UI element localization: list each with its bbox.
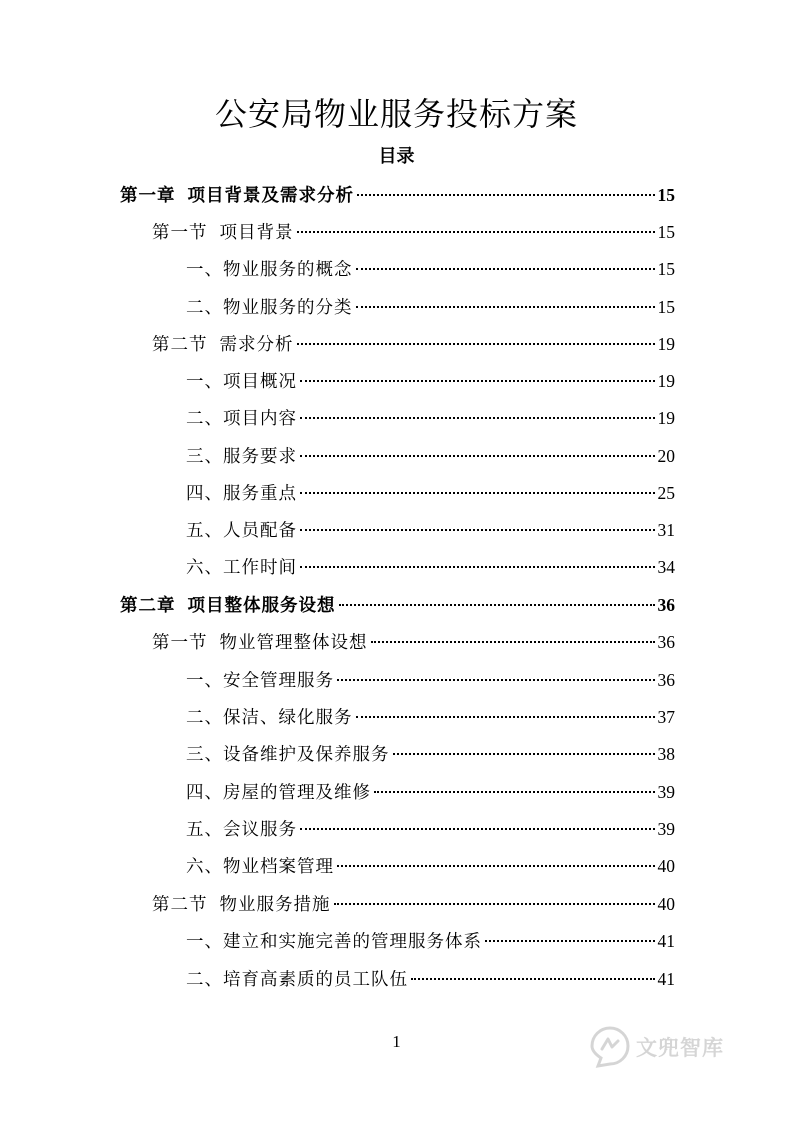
toc-entry-number: 六、 bbox=[186, 857, 223, 877]
toc-dot-leader bbox=[300, 417, 655, 419]
toc-entry[interactable] bbox=[186, 926, 675, 956]
toc-entry-label: 项目背景及需求分析 bbox=[187, 186, 354, 206]
toc-dot-leader bbox=[485, 940, 655, 942]
toc-entry-page: 36 bbox=[657, 670, 675, 690]
toc-entry-page: 31 bbox=[657, 520, 675, 540]
toc-entry-label: 物业服务的分类 bbox=[223, 298, 353, 318]
toc-entry[interactable] bbox=[186, 739, 675, 769]
toc-entry-page: 40 bbox=[657, 856, 675, 876]
toc-entry-page: 40 bbox=[657, 894, 675, 914]
toc-dot-leader bbox=[357, 194, 655, 196]
toc-entry-number: 二、 bbox=[186, 970, 223, 990]
toc-entry-number: 四、 bbox=[186, 783, 223, 803]
toc-dot-leader bbox=[356, 716, 655, 718]
toc-entry-label: 服务要求 bbox=[223, 447, 297, 467]
toc-entry[interactable] bbox=[152, 889, 675, 919]
toc-entry-number: 第二节 bbox=[152, 895, 208, 915]
toc-entry-number: 第一节 bbox=[152, 223, 208, 243]
toc-entry-label: 安全管理服务 bbox=[223, 671, 334, 691]
toc-dot-leader bbox=[300, 566, 655, 568]
toc-dot-leader bbox=[339, 604, 655, 606]
toc-entry-number: 二、 bbox=[186, 708, 223, 728]
toc-entry-page: 39 bbox=[657, 819, 675, 839]
toc-entry-label: 项目背景 bbox=[219, 223, 294, 243]
toc-entry-page: 41 bbox=[657, 931, 675, 951]
toc-entry-page: 36 bbox=[657, 632, 675, 652]
toc-dot-leader bbox=[300, 380, 655, 382]
toc-entry-label: 物业管理整体设想 bbox=[219, 633, 368, 653]
watermark bbox=[588, 1022, 758, 1072]
toc-dot-leader bbox=[411, 978, 655, 980]
toc-entry[interactable] bbox=[186, 814, 675, 844]
toc-entry-page: 15 bbox=[657, 297, 675, 317]
toc-entry-label: 项目概况 bbox=[223, 372, 297, 392]
toc-entry-label: 项目内容 bbox=[223, 409, 297, 429]
toc-entry[interactable] bbox=[186, 441, 675, 471]
toc-entry-page: 37 bbox=[657, 707, 675, 727]
document-title: 公安局物业服务投标方案 bbox=[214, 95, 578, 133]
toc-entry-page: 39 bbox=[657, 782, 675, 802]
toc-entry-label: 需求分析 bbox=[219, 335, 294, 355]
toc-dot-leader bbox=[297, 231, 655, 233]
toc-dot-leader bbox=[297, 343, 655, 345]
toc-entry-number: 二、 bbox=[186, 409, 223, 429]
toc-entry-page: 19 bbox=[657, 334, 675, 354]
toc-entry-label: 物业服务措施 bbox=[219, 895, 331, 915]
toc-entry-label: 建立和实施完善的管理服务体系 bbox=[223, 932, 482, 952]
toc-entry[interactable] bbox=[152, 217, 675, 247]
toc-entry-number: 三、 bbox=[186, 447, 223, 467]
toc-entry-number: 第一章 bbox=[120, 186, 176, 206]
toc-entry-number: 第二节 bbox=[152, 335, 208, 355]
toc-entry[interactable] bbox=[120, 180, 675, 210]
toc-dot-leader bbox=[300, 828, 655, 830]
toc-entry-label: 人员配备 bbox=[223, 521, 297, 541]
toc-dot-leader bbox=[374, 791, 655, 793]
toc-dot-leader bbox=[300, 492, 655, 494]
toc-entry-label: 服务重点 bbox=[223, 484, 297, 504]
toc-entry-page: 41 bbox=[657, 969, 675, 989]
toc-dot-leader bbox=[337, 679, 655, 681]
toc-entry-number: 四、 bbox=[186, 484, 223, 504]
watermark-text: 文兜智库 bbox=[636, 1036, 724, 1060]
toc-entry-page: 38 bbox=[657, 744, 675, 764]
toc-entry-number: 二、 bbox=[186, 298, 223, 318]
toc-entry-label: 物业档案管理 bbox=[223, 857, 334, 877]
toc-entry[interactable] bbox=[186, 552, 675, 582]
toc-entry-label: 项目整体服务设想 bbox=[187, 596, 336, 616]
toc-entry[interactable] bbox=[186, 403, 675, 433]
toc-entry-page: 15 bbox=[657, 259, 675, 279]
page-number: 1 bbox=[392, 1032, 401, 1051]
toc-entry[interactable] bbox=[120, 590, 675, 620]
toc-entry[interactable] bbox=[186, 292, 675, 322]
toc-entry-page: 25 bbox=[657, 483, 675, 503]
toc-entry[interactable] bbox=[186, 665, 675, 695]
toc-entry-label: 房屋的管理及维修 bbox=[223, 783, 371, 803]
toc-entry[interactable] bbox=[186, 777, 675, 807]
toc-entry-label: 培育高素质的员工队伍 bbox=[223, 970, 408, 990]
toc-entry[interactable] bbox=[186, 964, 675, 994]
toc-entry-number: 三、 bbox=[186, 745, 223, 765]
wendou-logo-icon bbox=[588, 1025, 632, 1069]
toc-entry-number: 六、 bbox=[186, 558, 223, 578]
toc-entry-number: 一、 bbox=[186, 932, 223, 952]
toc-entry-label: 保洁、绿化服务 bbox=[223, 708, 353, 728]
toc-entry-number: 一、 bbox=[186, 260, 223, 280]
toc-dot-leader bbox=[356, 306, 655, 308]
toc-dot-leader bbox=[356, 268, 655, 270]
toc-entry-number: 五、 bbox=[186, 820, 223, 840]
toc-entry-page: 34 bbox=[657, 557, 675, 577]
toc-entry[interactable] bbox=[152, 627, 675, 657]
toc-entry[interactable] bbox=[186, 515, 675, 545]
toc-dot-leader bbox=[393, 753, 655, 755]
toc-entry[interactable] bbox=[152, 329, 675, 359]
toc-entry-number: 一、 bbox=[186, 671, 223, 691]
toc-entry-page: 19 bbox=[657, 408, 675, 428]
toc-entry[interactable] bbox=[186, 702, 675, 732]
toc-entry-label: 物业服务的概念 bbox=[223, 260, 353, 280]
toc-entry-number: 第二章 bbox=[120, 596, 176, 616]
toc-entry-label: 会议服务 bbox=[223, 820, 297, 840]
toc-entry-label: 工作时间 bbox=[223, 558, 297, 578]
toc-entry[interactable] bbox=[186, 478, 675, 508]
toc-entry-page: 15 bbox=[657, 222, 675, 242]
toc-entry[interactable] bbox=[186, 366, 675, 396]
toc-entry[interactable] bbox=[186, 254, 675, 284]
toc-entry-page: 19 bbox=[657, 371, 675, 391]
toc-entry-number: 一、 bbox=[186, 372, 223, 392]
toc-dot-leader bbox=[300, 455, 655, 457]
toc-dot-leader bbox=[334, 903, 655, 905]
toc-entry-page: 20 bbox=[657, 446, 675, 466]
toc-dot-leader bbox=[337, 865, 655, 867]
toc-entry-page: 36 bbox=[657, 595, 675, 615]
toc-dot-leader bbox=[300, 529, 655, 531]
toc-entry-number: 五、 bbox=[186, 521, 223, 541]
toc-entry-label: 设备维护及保养服务 bbox=[223, 745, 390, 765]
toc-entry-page: 15 bbox=[657, 185, 675, 205]
toc-entry[interactable] bbox=[186, 851, 675, 881]
toc-dot-leader bbox=[371, 641, 655, 643]
toc-heading: 目录 bbox=[378, 146, 415, 167]
toc-entry-number: 第一节 bbox=[152, 633, 208, 653]
